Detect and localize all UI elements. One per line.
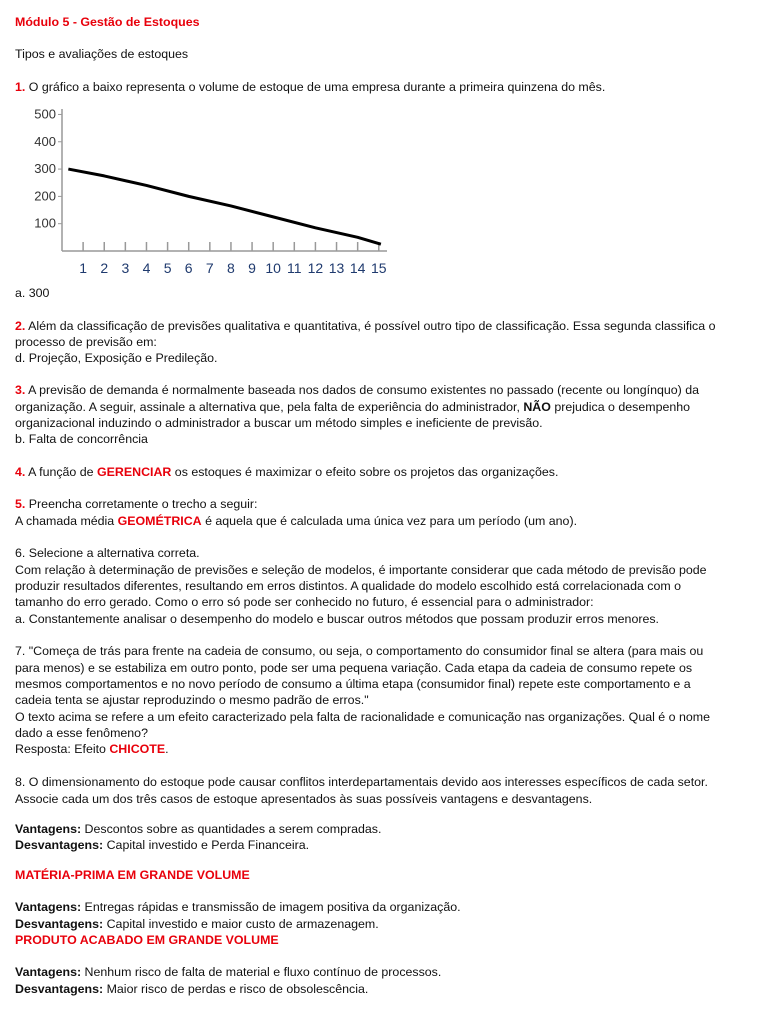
- text-line: [15, 821, 381, 837]
- text-line: [15, 676, 691, 692]
- text-segment: O texto acima se refere a um efeito caracterizado pela falta de racionalidade e comunicação nas organizações. Qual é o nome: [15, 710, 710, 724]
- x-tick-label: 11: [287, 260, 302, 276]
- x-tick-label: 12: [307, 260, 324, 276]
- text-segment: Além da classificação de previsões qualitativa e quantitativa, é possível outro tipo de classificação. Essa segunda classifica o: [25, 319, 716, 333]
- text-line: [15, 334, 157, 350]
- text-segment: Preencha corretamente o trecho a seguir:: [25, 497, 258, 511]
- text-line: [15, 867, 250, 883]
- text-line: [15, 774, 708, 790]
- text-segment: produzir resultados diferentes, resultando em erros distintos. A qualidade do modelo escolhido está correlacionada com o: [15, 579, 682, 593]
- text-line: [15, 692, 369, 708]
- text-line: [15, 611, 659, 627]
- text-segment: O gráfico a baixo representa o volume de estoque de uma empresa durante a primeira quinzena do mês.: [25, 80, 606, 94]
- text-segment: 6. Selecione a alternativa correta.: [15, 546, 200, 560]
- x-tick-label: 14: [349, 260, 366, 276]
- text-line: [15, 709, 710, 725]
- highlight-text: 3.: [15, 383, 26, 397]
- text-segment: organização. A seguir, assinale a alternativa que, pela falta de experiência do administrador,: [15, 400, 524, 414]
- text-segment: Resposta: Efeito: [15, 742, 110, 756]
- y-tick-label: 500: [34, 106, 56, 122]
- text-segment: A previsão de demanda é normalmente baseada nos dados de consumo existentes no passado (recente ou longínquo) da: [25, 383, 700, 397]
- text-segment: tamanho do erro gerado. Como o erro só pode ser conhecido no futuro, é essencial para o administrador:: [15, 595, 594, 609]
- text-segment: Associe cada um dos três casos de estoque apresentados às suas possíveis vantagens e desvantagens.: [15, 792, 593, 806]
- page-title: [15, 14, 200, 30]
- stock-volume-chart: [20, 104, 400, 284]
- text-line: [15, 79, 605, 95]
- text-segment: A chamada média: [15, 514, 118, 528]
- bold-text: NÃO: [523, 400, 551, 414]
- text-line: [15, 562, 707, 578]
- text-segment: b. Falta de concorrência: [15, 432, 148, 446]
- highlight-text: PRODUTO ACABADO EM GRANDE VOLUME: [15, 933, 279, 947]
- text-segment: processo de previsão em:: [15, 335, 157, 349]
- highlight-text: 5.: [15, 497, 26, 511]
- text-segment: Nenhum risco de falta de material e fluxo contínuo de processos.: [81, 965, 442, 979]
- highlight-text: MATÉRIA-PRIMA EM GRANDE VOLUME: [15, 868, 250, 882]
- text-line: [15, 643, 703, 659]
- x-tick-label: 9: [248, 260, 256, 276]
- text-line: [15, 431, 148, 447]
- x-tick-label: 6: [184, 260, 193, 276]
- highlight-text: 1.: [15, 80, 26, 94]
- text-segment: mesmos comportamentos e no novo período de consumo a última etapa (consumidor final) repete este comportamento e a: [15, 677, 691, 691]
- text-line: [15, 350, 218, 366]
- text-line: [15, 964, 441, 980]
- highlight-text: Módulo 5 - Gestão de Estoques: [15, 15, 200, 29]
- text-line: [15, 285, 49, 301]
- text-line: [15, 496, 257, 512]
- text-segment: os estoques é maximizar o efeito sobre os projetos das organizações.: [171, 465, 559, 479]
- x-tick-label: 5: [163, 260, 172, 276]
- text-segment: Entregas rápidas e transmissão de imagem positiva da organização.: [81, 900, 461, 914]
- text-segment: 7. "Começa de trás para frente na cadeia de consumo, ou seja, o comportamento do consumidor final se altera (para mais ou: [15, 644, 704, 658]
- bold-text: Vantagens:: [15, 822, 82, 836]
- text-segment: 8. O dimensionamento do estoque pode causar conflitos interdepartamentais devido aos interesses específicos de cada setor.: [15, 775, 708, 789]
- highlight-text: GEOMÉTRICA: [117, 514, 202, 528]
- text-line: [15, 916, 379, 932]
- text-segment: .: [165, 742, 169, 756]
- text-segment: Tipos e avaliações de estoques: [15, 47, 189, 61]
- y-tick-label: 300: [34, 161, 56, 177]
- text-line: [15, 545, 200, 561]
- bold-text: Desvantagens:: [15, 838, 104, 852]
- text-segment: Capital investido e Perda Financeira.: [103, 838, 310, 852]
- text-line: [15, 899, 461, 915]
- x-tick-label: 15: [370, 260, 387, 276]
- x-tick-label: 4: [142, 260, 151, 276]
- x-tick-label: 10: [265, 260, 281, 276]
- text-line: [15, 981, 368, 997]
- text-line: [15, 741, 169, 757]
- text-segment: para menos) e se estabiliza em outro ponto, pode ser uma pequena variação. Cada etapa da cadeia de consumo repete os: [15, 661, 693, 675]
- text-line: [15, 46, 188, 62]
- x-tick-label: 2: [100, 260, 109, 276]
- text-line: [15, 318, 715, 334]
- y-tick-label: 400: [34, 133, 56, 149]
- highlight-text: 2.: [15, 319, 26, 333]
- text-segment: A função de: [25, 465, 97, 479]
- bold-text: Desvantagens:: [15, 917, 104, 931]
- text-line: [15, 513, 577, 529]
- text-segment: Maior risco de perdas e risco de obsolescência.: [103, 982, 369, 996]
- text-line: [15, 660, 692, 676]
- text-segment: dado a esse fenômeno?: [15, 726, 148, 740]
- text-line: [15, 725, 148, 741]
- highlight-text: GERENCIAR: [97, 465, 172, 479]
- text-segment: é aquela que é calculada uma única vez para um período (um ano).: [201, 514, 578, 528]
- highlight-text: 4.: [15, 465, 26, 479]
- text-segment: Capital investido e maior custo de armazenagem.: [103, 917, 379, 931]
- text-segment: Com relação à determinação de previsões e seleção de modelos, é importante considerar que cada método de previsão pode: [15, 563, 707, 577]
- x-tick-label: 1: [79, 260, 88, 276]
- text-segment: a. Constantemente analisar o desempenho do modelo e buscar outros métodos que possam produzir erros menores.: [15, 612, 659, 626]
- x-tick-label: 13: [328, 260, 345, 276]
- x-tick-label: 8: [227, 260, 235, 276]
- text-line: [15, 382, 699, 398]
- text-line: [15, 399, 690, 415]
- text-line: [15, 791, 592, 807]
- bold-text: Vantagens:: [15, 965, 82, 979]
- text-line: [15, 594, 594, 610]
- text-line: [15, 837, 309, 853]
- y-tick-label: 100: [34, 215, 56, 231]
- text-segment: a. 300: [15, 286, 50, 300]
- text-line: [15, 464, 558, 480]
- stock-series-line: [68, 169, 381, 244]
- x-tick-label: 7: [205, 260, 214, 276]
- text-line: [15, 932, 279, 948]
- bold-text: Vantagens:: [15, 900, 82, 914]
- text-segment: organizacional induzindo o administrador a buscar um método simples e ineficiente de previsão.: [15, 416, 543, 430]
- x-tick-label: 3: [121, 260, 130, 276]
- text-line: [15, 578, 681, 594]
- bold-text: Desvantagens:: [15, 982, 104, 996]
- text-segment: Descontos sobre as quantidades a serem compradas.: [81, 822, 382, 836]
- highlight-text: CHICOTE: [109, 742, 166, 756]
- text-segment: cadeia tenta se ajustar reproduzindo o mesmo padrão de erros.": [15, 693, 369, 707]
- y-tick-label: 200: [34, 188, 56, 204]
- text-line: [15, 415, 543, 431]
- text-segment: prejudica o desempenho: [550, 400, 691, 414]
- text-segment: d. Projeção, Exposição e Predileção.: [15, 351, 218, 365]
